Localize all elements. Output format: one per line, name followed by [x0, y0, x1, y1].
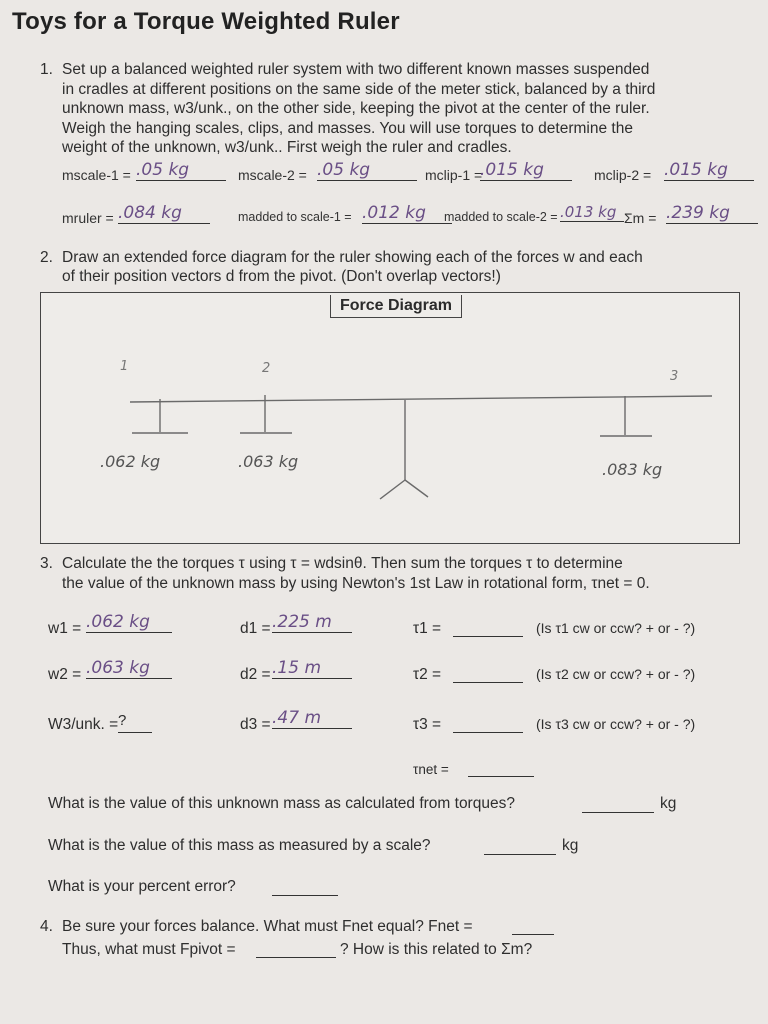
t3-label: τ3 =	[413, 716, 442, 733]
w2-label: w2 =	[48, 666, 82, 683]
mclip2-value: .015 kg	[664, 160, 754, 181]
q2-number: 2.	[40, 249, 53, 266]
q1-line-5: weight of the unknown, w3/unk.. First weigh the ruler and cradles.	[62, 139, 512, 156]
tnet-label: τnet =	[413, 762, 449, 777]
w2-field[interactable]	[86, 658, 172, 679]
mscale1-label: mscale-1 =	[62, 167, 131, 183]
d3-label: d3 =	[240, 716, 271, 733]
pivot-left-leg	[380, 480, 405, 499]
w2-value: .063 kg	[86, 658, 172, 679]
madded2-label: madded to scale-2 =	[444, 210, 558, 224]
fnet-field[interactable]	[512, 917, 554, 935]
mark-3: 3	[670, 369, 679, 384]
sum-mass-field[interactable]	[666, 203, 758, 224]
scale-mass-question: What is the value of this mass as measured by a scale?	[48, 837, 431, 854]
t2-label: τ2 =	[413, 666, 442, 683]
unknown-mass-question: What is the value of this unknown mass as calculated from torques?	[48, 795, 515, 812]
tnet-field[interactable]	[468, 758, 534, 777]
w1-label: w1 =	[48, 620, 82, 637]
madded1-label: madded to scale-1 =	[238, 210, 352, 224]
pivot-right-leg	[405, 480, 428, 497]
q4-line-1: Be sure your forces balance. What must Fnet equal? Fnet =	[62, 918, 473, 935]
percent-error-field[interactable]	[272, 878, 338, 896]
w1-field[interactable]	[86, 612, 172, 633]
sum-mass-value: .239 kg	[666, 203, 758, 224]
d2-label: d2 =	[240, 666, 271, 683]
t1-field[interactable]	[453, 618, 523, 637]
q1-line-2: in cradles at different positions on the same side of the meter stick, balanced by a third	[62, 80, 656, 98]
mscale2-field[interactable]	[317, 160, 417, 181]
percent-error-question: What is your percent error?	[48, 878, 236, 895]
d2-value: .15 m	[272, 658, 352, 679]
mass-2-label: .063 kg	[238, 452, 299, 471]
mass-3-label: .083 kg	[602, 460, 663, 479]
q1-line-4: Weigh the hanging scales, clips, and masses. You will use torques to determine the	[62, 119, 633, 137]
madded1-field[interactable]	[362, 203, 452, 224]
mclip1-label: mclip-1 =	[425, 167, 483, 183]
q4-line-2b: ? How is this related to Σm?	[340, 941, 533, 958]
mruler-field[interactable]	[118, 203, 210, 224]
mruler-value: .084 kg	[118, 203, 210, 224]
t1-direction-question: (Is τ1 cw or ccw? + or - ?)	[536, 620, 696, 636]
t3-field[interactable]	[453, 714, 523, 733]
q4-number: 4.	[40, 918, 53, 935]
mclip2-field[interactable]	[664, 160, 754, 181]
unknown-mass-unit: kg	[660, 795, 677, 812]
d1-label: d1 =	[240, 620, 271, 637]
mscale2-label: mscale-2 =	[238, 167, 307, 183]
unknown-mass-field[interactable]	[582, 795, 654, 813]
force-diagram-title: Force Diagram	[330, 295, 462, 318]
q3-number: 3.	[40, 555, 53, 572]
w3-label: W3/unk. =	[48, 716, 119, 733]
t3-direction-question: (Is τ3 cw or ccw? + or - ?)	[536, 716, 696, 732]
t2-field[interactable]	[453, 664, 523, 683]
madded1-value: .012 kg	[362, 203, 452, 224]
mscale1-field[interactable]	[136, 160, 226, 181]
d3-value: .47 m	[272, 708, 352, 729]
scale-mass-unit: kg	[562, 837, 579, 854]
t1-label: τ1 =	[413, 620, 442, 637]
d1-value: .225 m	[272, 612, 352, 633]
d3-field[interactable]	[272, 708, 352, 729]
scale-mass-field[interactable]	[484, 837, 556, 855]
mass-1-label: .062 kg	[100, 452, 161, 471]
mark-1: 1	[120, 359, 129, 374]
w3-field[interactable]	[118, 712, 152, 733]
d1-field[interactable]	[272, 612, 352, 633]
t2-direction-question: (Is τ2 cw or ccw? + or - ?)	[536, 666, 696, 682]
fpivot-field[interactable]	[256, 940, 336, 958]
mark-2: 2	[262, 361, 271, 376]
q2-line-2: of their position vectors d from the pivot. (Don't overlap vectors!)	[62, 268, 501, 285]
mclip2-label: mclip-2 =	[594, 167, 652, 183]
q1-number: 1.	[40, 61, 53, 78]
worksheet-title: Toys for a Torque Weighted Ruler	[12, 8, 400, 35]
q2-line-1: Draw an extended force diagram for the ruler showing each of the forces w and each	[62, 249, 643, 266]
mscale1-value: .05 kg	[136, 160, 226, 181]
q3-line-1: Calculate the the torques τ using τ = wdsinθ. Then sum the torques τ to determine	[62, 555, 623, 572]
madded2-value: .013 kg	[560, 203, 624, 222]
w1-value: .062 kg	[86, 612, 172, 633]
force-diagram-sketch	[40, 292, 740, 544]
d2-field[interactable]	[272, 658, 352, 679]
madded2-field[interactable]	[560, 203, 624, 222]
q1-line-3: unknown mass, w3/unk., on the other side, keeping the pivot at the center of the ruler.	[62, 100, 650, 117]
q1-text	[62, 60, 752, 158]
sum-mass-label: Σm =	[624, 210, 657, 226]
mscale2-value: .05 kg	[317, 160, 417, 181]
mruler-label: mruler =	[62, 210, 114, 226]
q1-line-1: Set up a balanced weighted ruler system with two different known masses suspended	[62, 61, 650, 78]
q4-line-2a: Thus, what must Fpivot =	[62, 941, 236, 958]
mclip1-value: .015 kg	[480, 160, 572, 181]
w3-value: ?	[118, 712, 127, 729]
mclip1-field[interactable]	[480, 160, 572, 181]
q3-line-2: the value of the unknown mass by using Newton's 1st Law in rotational form, τnet = 0.	[62, 575, 650, 592]
